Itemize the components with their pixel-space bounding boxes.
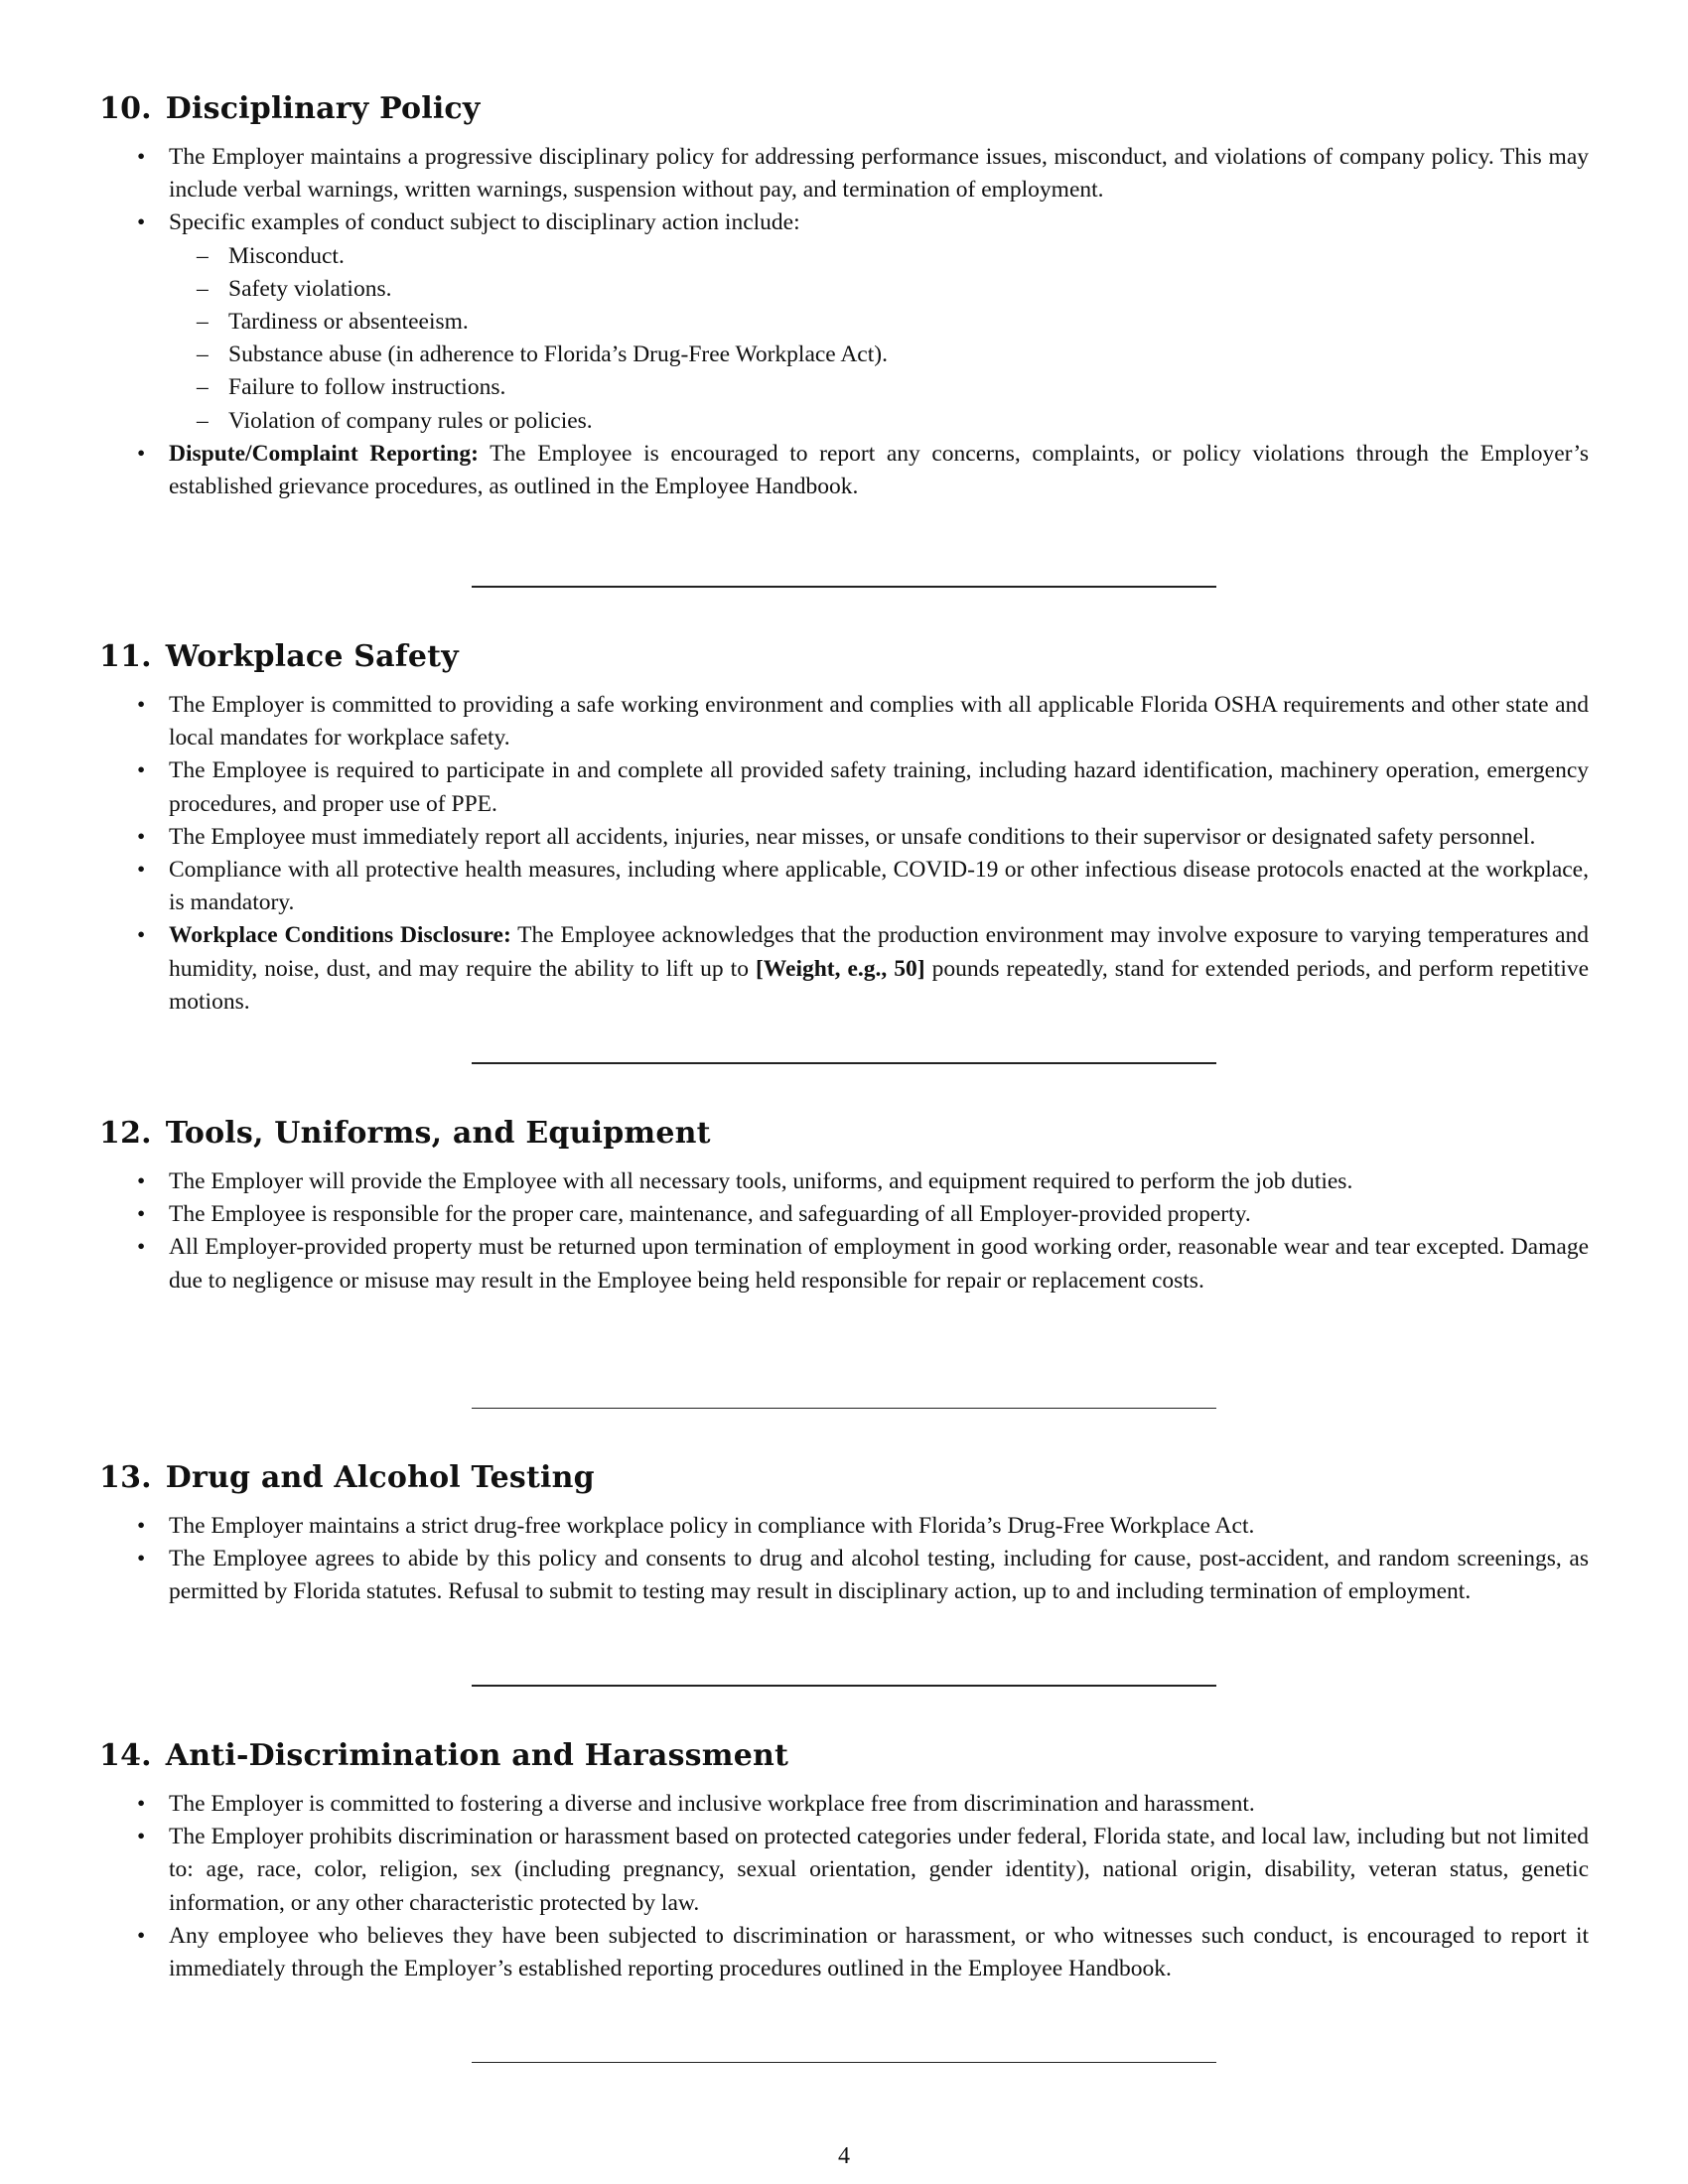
section-heading <box>99 1116 1589 1152</box>
sub-list-item: – Misconduct. <box>169 240 1589 273</box>
list-item-text: The Employer is committed to providing a safe working environment and complies with all applicable Florida OSHA requirements and other state and local mandates for workplace safety. <box>169 692 1589 751</box>
section-workplace-safety <box>99 639 1589 1062</box>
section-divider <box>472 1685 1216 1687</box>
sub-list-item: – Substance abuse (in adherence to Florida’s Drug-Free Workplace Act). <box>169 339 1589 371</box>
bullet-list <box>99 689 1589 1019</box>
section-title: Workplace Safety <box>165 639 459 674</box>
section-title: Anti-Discrimination and Harassment <box>165 1738 789 1773</box>
list-item <box>99 854 1589 919</box>
list-item-text: Specific examples of conduct subject to disciplinary action include: <box>169 209 800 236</box>
section-number: 14. <box>99 1738 152 1773</box>
section-number: 10. <box>99 91 152 126</box>
list-item <box>99 821 1589 854</box>
sub-list-item: – Safety violations. <box>169 273 1589 306</box>
section-title: Disciplinary Policy <box>165 91 481 126</box>
bullet-list <box>99 1165 1589 1297</box>
section-heading <box>99 1738 1589 1774</box>
list-item-text: The Employee must immediately report all accidents, injuries, near misses, or unsafe conditions to their supervisor or designated safety personnel. <box>169 823 1536 850</box>
section-heading <box>99 639 1589 675</box>
list-item <box>99 1165 1589 1198</box>
document-page <box>99 91 1589 2063</box>
section-number: 13. <box>99 1460 152 1495</box>
list-item <box>99 141 1589 206</box>
sub-list <box>169 240 1589 438</box>
list-item <box>99 206 1589 437</box>
list-item-text: The Employer will provide the Employee with all necessary tools, uniforms, and equipment required to perform the job duties. <box>169 1168 1353 1194</box>
section-number: 12. <box>99 1116 152 1151</box>
bullet-list <box>99 1510 1589 1609</box>
section-tools-uniforms-equipment <box>99 1116 1589 1408</box>
section-number: 11. <box>99 639 152 674</box>
section-disciplinary-policy <box>99 91 1589 586</box>
section-drug-alcohol-testing <box>99 1460 1589 1685</box>
list-item <box>99 1788 1589 1821</box>
section-divider <box>472 1408 1216 1409</box>
list-item-text: All Employer-provided property must be returned upon termination of employment in good working order, reasonable wear and tear excepted. Damage due to negligence or misuse may result in the Employee being held responsible for repair or replacement costs. <box>169 1234 1589 1294</box>
list-item-text: Any employee who believes they have been subjected to discrimination or harassment, or who witnesses such conduct, is encouraged to report it immediately through the Employer’s established reporting procedures outlined in the Employee Handbook. <box>169 1922 1589 1982</box>
list-item <box>99 1198 1589 1231</box>
list-item-text: The Employee is responsible for the proper care, maintenance, and safeguarding of all Employer-provided property. <box>169 1201 1251 1228</box>
sub-list-item: – Tardiness or absenteeism. <box>169 306 1589 339</box>
list-item <box>99 1231 1589 1297</box>
section-heading <box>99 1460 1589 1496</box>
section-divider <box>472 1062 1216 1064</box>
list-item-text: The Employer prohibits discrimination or harassment based on protected categories under federal, Florida state, and local law, including but not limited to: age, race, color, religion, sex (including pregnancy, sexual orientation, gender identity), national origin, disability, veteran status, genetic information, or any other characteristic protected by law. <box>169 1824 1589 1916</box>
bullet-list <box>99 1788 1589 1985</box>
list-item <box>99 919 1589 1019</box>
section-title: Tools, Uniforms, and Equipment <box>165 1116 711 1151</box>
bullet-list <box>99 141 1589 503</box>
list-item-lead: Dispute/Complaint Reporting: <box>169 440 479 467</box>
list-item <box>99 1821 1589 1920</box>
list-item <box>99 1920 1589 1985</box>
list-item-text-after: pounds repeatedly, stand for extended periods, and perform repetitive motions. <box>169 955 1590 1015</box>
list-item-text: The Employee is required to participate in and complete all provided safety training, including hazard identification, machinery operation, emergency procedures, and proper use of PPE. <box>169 757 1589 817</box>
list-item <box>99 689 1589 754</box>
section-heading <box>99 91 1589 127</box>
list-item-text: The Employer is committed to fostering a diverse and inclusive workplace free from discrimination and harassment. <box>169 1791 1255 1817</box>
list-item <box>99 1543 1589 1608</box>
list-item-text: The Employee agrees to abide by this policy and consents to drug and alcohol testing, including for cause, post-accident, and random screenings, as permitted by Florida statutes. Refusal to submit to testing may result in disciplinary action, up to and including termination of employment. <box>169 1546 1589 1605</box>
placeholder-weight: [Weight, e.g., 50] <box>755 955 925 982</box>
section-title: Drug and Alcohol Testing <box>165 1460 595 1495</box>
section-anti-discrimination <box>99 1738 1589 2062</box>
section-divider <box>472 2062 1216 2063</box>
list-item-text: The Employer maintains a progressive disciplinary policy for addressing performance issues, misconduct, and violations of company policy. This may include verbal warnings, written warnings, suspension without pay, and termination of employment. <box>169 144 1589 204</box>
sub-list-item: – Failure to follow instructions. <box>169 371 1589 404</box>
list-item <box>99 438 1589 503</box>
list-item-text: The Employee is encouraged to report any concerns, complaints, or policy violations through the Employer’s established grievance procedures, as outlined in the Employee Handbook. <box>169 440 1589 500</box>
list-item-text: Compliance with all protective health measures, including where applicable, COVID-19 or other infectious disease protocols enacted at the workplace, is mandatory. <box>169 857 1589 916</box>
page-number: 4 <box>838 2143 850 2169</box>
sub-list-item: – Violation of company rules or policies. <box>169 405 1589 438</box>
list-item-text: The Employer maintains a strict drug-free workplace policy in compliance with Florida’s Drug-Free Workplace Act. <box>169 1513 1255 1539</box>
section-divider <box>472 586 1216 588</box>
list-item-text: The Employee acknowledges that the production environment may involve exposure to varying temperatures and humidity, noise, dust, and may require the ability to lift up to <box>169 922 1590 982</box>
list-item <box>99 754 1589 820</box>
list-item <box>99 1510 1589 1543</box>
list-item-lead: Workplace Conditions Disclosure: <box>169 922 511 949</box>
